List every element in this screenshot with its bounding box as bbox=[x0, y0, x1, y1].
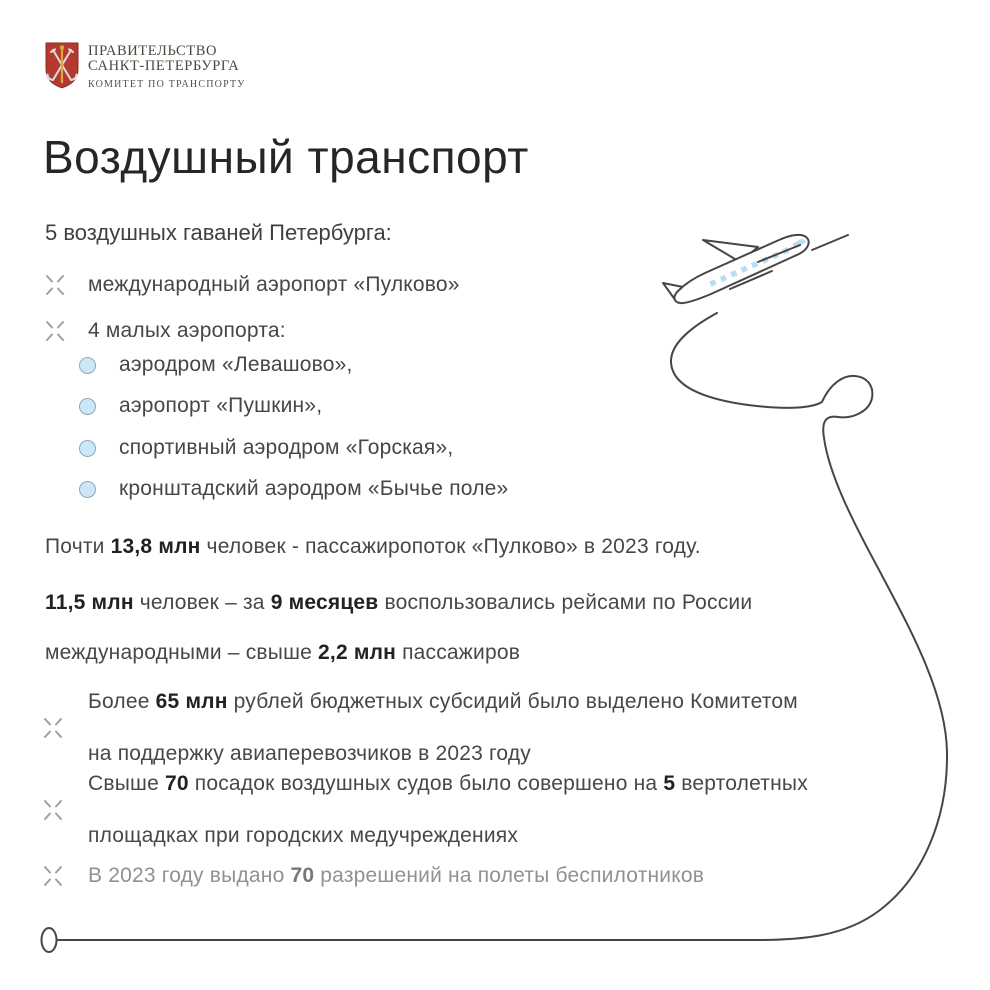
org-line-2: САНКТ-ПЕТЕРБУРГА bbox=[88, 57, 240, 74]
x-mark-icon bbox=[40, 797, 66, 823]
stat-row-drone-permits bbox=[40, 850, 704, 902]
sublist-item-gorskaya bbox=[79, 436, 453, 460]
x-mark-icon bbox=[42, 272, 68, 298]
x-mark-icon bbox=[40, 715, 66, 741]
list-item-small-airports bbox=[42, 318, 286, 344]
stat-text: Свыше 70 посадок воздушных судов было совершено на 5 вертолетных площадках при городских медучреждениях bbox=[88, 772, 808, 847]
sublist-item-label: кронштадский аэродром «Бычье поле» bbox=[119, 477, 509, 500]
sublist-item-levashovo bbox=[79, 353, 353, 377]
circle-bullet-icon bbox=[79, 481, 96, 498]
paragraph-passenger-flow: Почти 13,8 млн человек - пассажиропоток «Пулково» в 2023 году. bbox=[45, 535, 701, 558]
list-item-label: международный аэропорт «Пулково» bbox=[88, 273, 460, 296]
sublist-item-pushkin bbox=[79, 394, 322, 418]
spb-coat-of-arms-logo bbox=[45, 42, 79, 89]
header bbox=[45, 42, 246, 90]
list-item-pulkovo bbox=[42, 272, 460, 298]
circle-bullet-icon bbox=[79, 398, 96, 415]
subtitle: 5 воздушных гаваней Петербурга: bbox=[45, 220, 392, 245]
sublist-item-label: аэропорт «Пушкин», bbox=[119, 394, 323, 417]
org-line-3: КОМИТЕТ ПО ТРАНСПОРТУ bbox=[88, 79, 246, 90]
circle-bullet-icon bbox=[79, 440, 96, 457]
x-mark-icon bbox=[40, 863, 66, 889]
org-line-1: ПРАВИТЕЛЬСТВО bbox=[88, 43, 218, 59]
circle-bullet-icon bbox=[79, 357, 96, 374]
page-title: Воздушный транспорт bbox=[43, 131, 529, 183]
stat-row-helipads bbox=[40, 758, 808, 862]
stat-text: В 2023 году выдано 70 разрешений на полеты беспилотников bbox=[88, 864, 705, 887]
list-item-label: 4 малых аэропорта: bbox=[88, 319, 286, 342]
sublist-item-label: аэродром «Левашово», bbox=[119, 353, 353, 376]
stat-text: Более 65 млн рублей бюджетных субсидий было выделено Комитетом на поддержку авиаперевозчиков в 2023 году bbox=[88, 690, 798, 765]
sublist-item-byche-pole bbox=[79, 477, 508, 501]
sublist-item-label: спортивный аэродром «Горская», bbox=[119, 436, 454, 459]
organization-name bbox=[88, 42, 246, 90]
speed-dash bbox=[812, 235, 848, 250]
paragraph-domestic-international: 11,5 млн человек – за 9 месяцев воспользовались рейсами по России международными – свыше 2,2 млн пассажиров bbox=[45, 591, 753, 664]
takeoff-start-circle bbox=[42, 928, 57, 952]
x-mark-icon bbox=[42, 318, 68, 344]
